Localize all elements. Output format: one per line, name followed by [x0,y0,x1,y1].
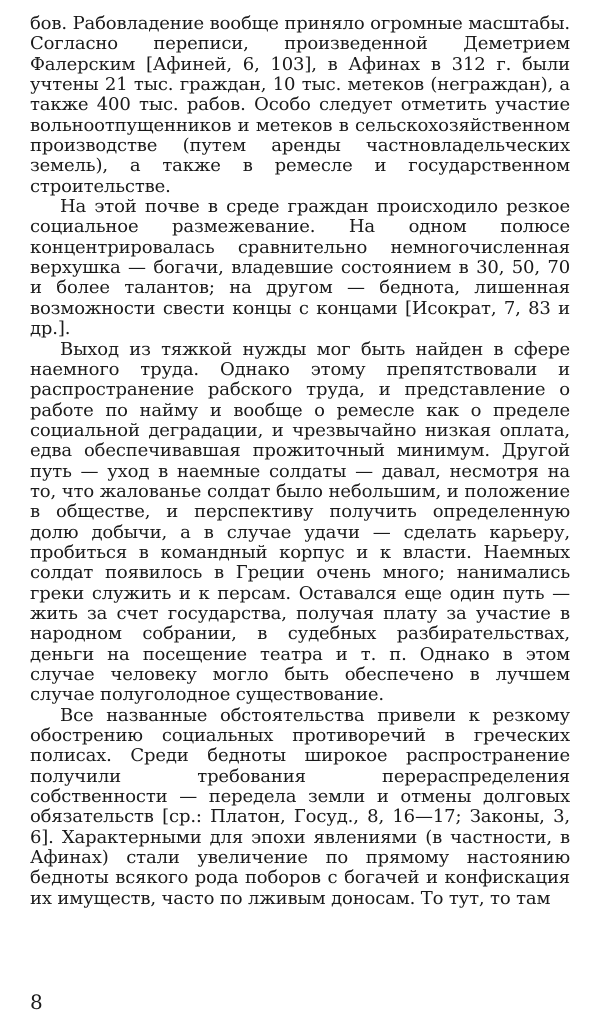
page-body [30,14,570,909]
paragraph-2: На этой почве в среде граждан происходило резкое социальное размежевание. На одном полюсе концентрировалась сравнительно немногочисленная верхушка — богачи, владевшие состоянием в 30, 50, 70 и более талантов; на другом — беднота, лишенная возможности свести концы с концами [Исократ, 7, 83 и др.]. [30,196,570,340]
page-number: 8 [30,990,43,1014]
paragraph-1: бов. Рабовладение вообще приняло огромные масштабы. Согласно переписи, произведенной Деметрием Фалерским [Афиней, 6, 103], в Афинах в 312 г. были учтены 21 тыс. граждан, 10 тыс. метеков (неграждан), а также 400 тыс. рабов. Особо следует отметить участие вольноотпущенников и метеков в сельскохозяйственном производстве (путем аренды частновладельческих земель), а также в ремесле и государственном строительстве. [30,13,570,197]
paragraph-3: Выход из тяжкой нужды мог быть найден в сфере наемного труда. Однако этому препятствовали и распространение рабского труда, и представление о работе по найму и вообще о ремесле как о пределе социальной деградации, и чрезвычайно низкая оплата, едва обеспечивавшая прожиточный минимум. Другой путь — уход в наемные солдаты — давал, несмотря на то, что жалованье солдат было небольшим, и положение в обществе, и перспективу получить определенную долю добычи, а в случае удачи — сделать карьеру, пробиться в командный корпус и к власти. Наемных солдат появилось в Греции очень много; нанимались греки служить и к персам. Оставался еще один путь — жить за счет государства, получая плату за участие в народном собрании, в судебных разбирательствах, деньги на посещение театра и т. п. Однако в этом случае человеку могло быть обеспечено в лучшем случае полуголодное существование. [30,338,570,706]
paragraph-4: Все названные обстоятельства привели к резкому обострению социальных противоречий в греческих полисах. Среди бедноты широкое распространение получили требования перераспределения собственности — передела земли и отмены долговых обязательств [ср.: Платон, Госуд., 8, 16—17; Законы, 3, 6]. Характерными для эпохи явлениями (в частности, в Афинах) стали увеличение по прямому настоянию бедноты всякого рода поборов с богачей и конфискация их имуществ, часто по лживым доносам. То тут, то там [30,704,570,909]
